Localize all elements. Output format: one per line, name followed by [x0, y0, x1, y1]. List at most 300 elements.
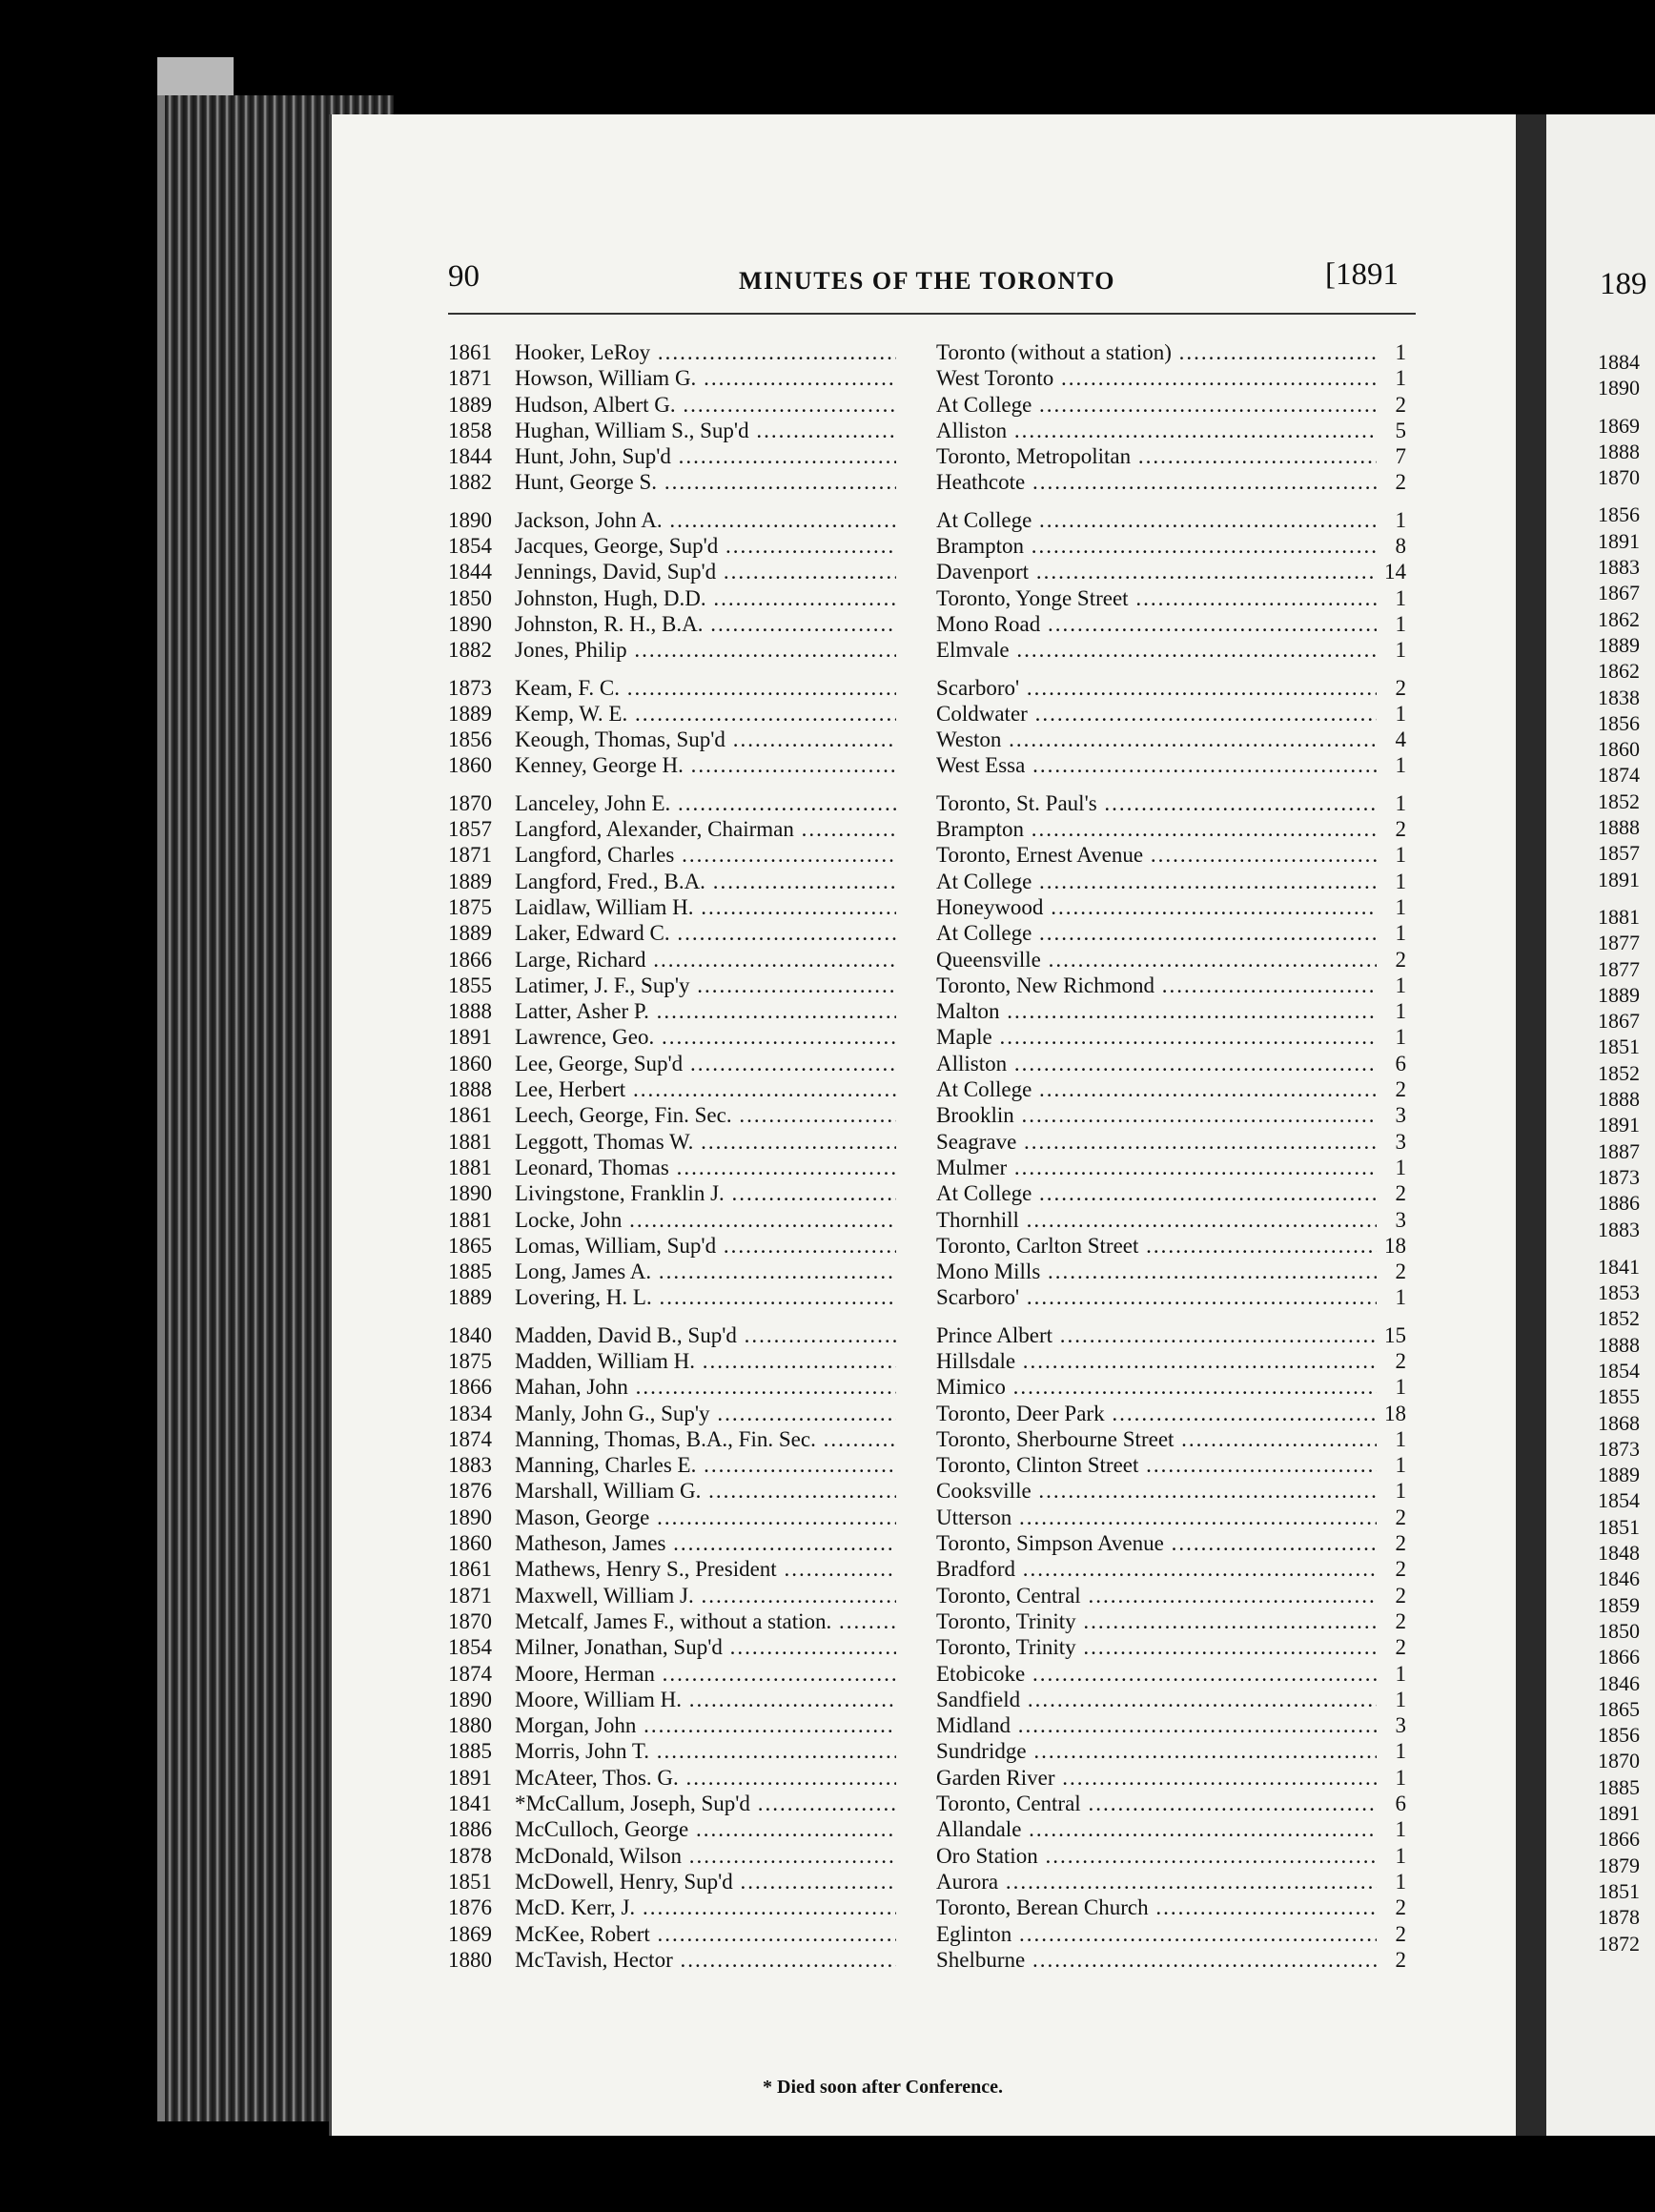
- entry-years-count: 1: [1395, 638, 1406, 663]
- list-item: [448, 1051, 1406, 1076]
- entry-name: Johnston, Hugh, D.D. .....: [515, 585, 896, 611]
- next-page-year: 1889: [1598, 1463, 1640, 1487]
- entry-year: 1881: [448, 1129, 492, 1154]
- next-page-year: 1852: [1598, 1306, 1640, 1331]
- next-page-year: 1881: [1598, 904, 1640, 929]
- entry-years-count: 14: [1384, 560, 1406, 584]
- ministers-list: [448, 339, 1406, 1973]
- list-item: [448, 1207, 1406, 1233]
- list-item: [448, 1661, 1406, 1687]
- entry-years-count: 1: [1395, 753, 1406, 778]
- entry-year: 1890: [448, 1181, 492, 1206]
- entry-years-count: 1: [1395, 973, 1406, 997]
- entry-years-count: 6: [1395, 1792, 1406, 1816]
- entry-year: 1881: [448, 1207, 492, 1232]
- entry-year: 1888: [448, 1077, 492, 1102]
- entry-year: 1857: [448, 817, 492, 842]
- list-item: [448, 1076, 1406, 1102]
- entry-years-count: 1: [1395, 1453, 1406, 1478]
- list-item: [448, 1816, 1406, 1842]
- entry-year: 1861: [448, 1103, 492, 1128]
- next-page-year: 1873: [1598, 1436, 1640, 1461]
- entry-year: 1851: [448, 1869, 492, 1894]
- entry-station: At College .....: [936, 507, 1377, 533]
- entry-station: Scarboro' .....: [936, 1284, 1377, 1310]
- entry-years-count: 1: [1395, 843, 1406, 868]
- entry-name: Morris, John T. .....: [515, 1738, 896, 1764]
- entry-year: 1850: [448, 585, 492, 610]
- entry-station: Toronto, Central .....: [936, 1583, 1377, 1608]
- entry-name: Madden, William H. .....: [515, 1348, 896, 1374]
- entry-station: Coldwater .....: [936, 701, 1377, 727]
- entry-name: McAteer, Thos. G. .....: [515, 1765, 896, 1791]
- entry-year: 1890: [448, 1505, 492, 1529]
- entry-station: Toronto, Sherbourne Street .....: [936, 1426, 1377, 1452]
- entry-year: 1882: [448, 470, 492, 495]
- entry-station: At College .....: [936, 1076, 1377, 1102]
- next-page-year: 1852: [1598, 789, 1640, 813]
- entry-years-count: 1: [1395, 1426, 1406, 1451]
- next-page-year: 1860: [1598, 737, 1640, 762]
- entry-years-count: 15: [1384, 1322, 1406, 1347]
- list-item: [448, 1374, 1406, 1400]
- entry-years-count: 1: [1395, 1155, 1406, 1179]
- list-item: [448, 869, 1406, 894]
- list-item: [448, 1348, 1406, 1374]
- entry-name: Jones, Philip .....: [515, 637, 896, 663]
- entry-year: 1883: [448, 1453, 492, 1478]
- entry-station: Maple .....: [936, 1024, 1377, 1050]
- next-page-year: 1891: [1598, 1113, 1640, 1137]
- entry-year: 1874: [448, 1426, 492, 1451]
- footnote: * Died soon after Conference.: [763, 2077, 1003, 2098]
- list-item: [448, 920, 1406, 946]
- entry-year: 1875: [448, 894, 492, 919]
- entry-station: Hillsdale .....: [936, 1348, 1377, 1374]
- entry-year: 1844: [448, 444, 492, 469]
- list-item: [448, 973, 1406, 998]
- entry-name: Howson, William G. .....: [515, 365, 896, 391]
- entry-year: 1889: [448, 392, 492, 417]
- list-item: [448, 469, 1406, 495]
- next-page-year: 1878: [1598, 1905, 1640, 1930]
- entry-station: Mono Mills .....: [936, 1259, 1377, 1284]
- next-page-year: 1862: [1598, 659, 1640, 684]
- list-item: [448, 1556, 1406, 1582]
- list-item: [448, 1426, 1406, 1452]
- next-page-year: 1866: [1598, 1827, 1640, 1852]
- entry-years-count: 8: [1395, 534, 1406, 559]
- entry-years-count: 18: [1384, 1401, 1406, 1425]
- entry-year: 1891: [448, 1025, 492, 1050]
- entry-years-count: 2: [1395, 817, 1406, 842]
- list-item: [448, 1478, 1406, 1504]
- entry-name: Manning, Thomas, B.A., Fin. Sec. .....: [515, 1426, 896, 1452]
- list-item: [448, 816, 1406, 842]
- next-page-year: 1838: [1598, 685, 1640, 709]
- entry-year: 1865: [448, 1233, 492, 1258]
- entry-station: Honeywood .....: [936, 894, 1377, 920]
- next-page-year: 1854: [1598, 1358, 1640, 1382]
- entry-year: 1880: [448, 1713, 492, 1738]
- entry-station: Toronto, Metropolitan .....: [936, 443, 1377, 469]
- list-item: [448, 1947, 1406, 1973]
- next-page-year: 1891: [1598, 528, 1640, 553]
- entry-station: Eglinton .....: [936, 1921, 1377, 1947]
- list-item: [448, 790, 1406, 816]
- entry-name: Lawrence, Geo. .....: [515, 1024, 896, 1050]
- list-item: [448, 675, 1406, 701]
- entry-year: 1871: [448, 1583, 492, 1608]
- entry-station: Shelburne .....: [936, 1947, 1377, 1973]
- list-item: [448, 752, 1406, 778]
- entry-year: 1855: [448, 973, 492, 997]
- entry-name: McKee, Robert .....: [515, 1921, 896, 1947]
- entry-years-count: 3: [1395, 1713, 1406, 1738]
- entry-years-count: 5: [1395, 418, 1406, 442]
- entry-station: Thornhill .....: [936, 1207, 1377, 1233]
- entry-station: Cooksville .....: [936, 1478, 1377, 1504]
- next-page-year: 1889: [1598, 632, 1640, 657]
- list-item: [448, 1233, 1406, 1259]
- entry-name: Hooker, LeRoy .....: [515, 339, 896, 365]
- entry-name: Manning, Charles E. .....: [515, 1452, 896, 1478]
- entry-years-count: 2: [1395, 1557, 1406, 1582]
- list-item: [448, 1712, 1406, 1738]
- entry-years-count: 1: [1395, 701, 1406, 726]
- list-item: [448, 1024, 1406, 1050]
- entry-station: Heathcote .....: [936, 469, 1377, 495]
- entry-name: Manly, John G., Sup'y .....: [515, 1401, 896, 1426]
- next-page-year: 1888: [1598, 439, 1640, 463]
- next-page-year: 1888: [1598, 1087, 1640, 1112]
- entry-year: 1876: [448, 1479, 492, 1504]
- next-page-year: 1856: [1598, 710, 1640, 735]
- entry-station: West Toronto .....: [936, 365, 1377, 391]
- entry-name: Large, Richard .....: [515, 947, 896, 973]
- entry-station: Davenport .....: [936, 559, 1377, 584]
- page-year: [1891: [1325, 257, 1399, 292]
- entry-station: Etobicoke .....: [936, 1661, 1377, 1687]
- entry-name: Long, James A. .....: [515, 1259, 896, 1284]
- entry-years-count: 1: [1395, 894, 1406, 919]
- entry-years-count: 1: [1395, 1479, 1406, 1504]
- entry-name: Johnston, R. H., B.A. .....: [515, 611, 896, 637]
- entry-name: Jennings, David, Sup'd .....: [515, 559, 896, 584]
- page-number: 90: [448, 259, 480, 294]
- list-item: [448, 1259, 1406, 1284]
- entry-years-count: 1: [1395, 585, 1406, 610]
- next-page-year: 1857: [1598, 841, 1640, 866]
- next-page-year: 1887: [1598, 1138, 1640, 1163]
- entry-name: Laker, Edward C. .....: [515, 920, 896, 946]
- next-page-year: 1877: [1598, 931, 1640, 955]
- entry-station: Brampton .....: [936, 816, 1377, 842]
- list-item: [448, 392, 1406, 418]
- entry-year: 1890: [448, 507, 492, 532]
- header-rule: [448, 313, 1416, 315]
- entry-years-count: 1: [1395, 1739, 1406, 1764]
- entry-name: Leonard, Thomas .....: [515, 1155, 896, 1180]
- next-page-year: 1885: [1598, 1774, 1640, 1799]
- entry-year: 1874: [448, 1661, 492, 1686]
- list-item: [448, 1687, 1406, 1712]
- entry-station: Oro Station .....: [936, 1843, 1377, 1869]
- entry-name: McD. Kerr, J. .....: [515, 1895, 896, 1920]
- entry-year: 1890: [448, 1687, 492, 1711]
- entry-year: 1871: [448, 366, 492, 391]
- list-item: [448, 998, 1406, 1024]
- next-page-year: 1890: [1598, 376, 1640, 400]
- next-page-year: 1866: [1598, 1645, 1640, 1669]
- entry-year: 1875: [448, 1348, 492, 1373]
- entry-name: Jacques, George, Sup'd .....: [515, 533, 896, 559]
- entry-station: At College .....: [936, 1180, 1377, 1206]
- entry-name: Hughan, William S., Sup'd .....: [515, 418, 896, 443]
- entry-years-count: 1: [1395, 366, 1406, 391]
- entry-year: 1885: [448, 1260, 492, 1284]
- next-page-year: 1877: [1598, 956, 1640, 981]
- entry-station: Allandale .....: [936, 1816, 1377, 1842]
- entry-station: Sandfield .....: [936, 1687, 1377, 1712]
- next-page-year: 1883: [1598, 1217, 1640, 1241]
- entry-year: 1881: [448, 1155, 492, 1179]
- next-page-year: 1846: [1598, 1670, 1640, 1695]
- entry-station: Seagrave .....: [936, 1129, 1377, 1155]
- entry-year: 1890: [448, 611, 492, 636]
- entry-name: Leech, George, Fin. Sec. .....: [515, 1102, 896, 1128]
- entry-name: Langford, Charles .....: [515, 842, 896, 868]
- next-page-year: 1872: [1598, 1931, 1640, 1956]
- entry-years-count: 6: [1395, 1051, 1406, 1075]
- list-item: [448, 1765, 1406, 1791]
- entry-station: Malton .....: [936, 998, 1377, 1024]
- next-page-year: 1865: [1598, 1696, 1640, 1721]
- entry-station: Brampton .....: [936, 533, 1377, 559]
- entry-year: 1854: [448, 534, 492, 559]
- entry-year: 1889: [448, 921, 492, 946]
- list-item: [448, 1129, 1406, 1155]
- entry-station: Toronto, Berean Church .....: [936, 1895, 1377, 1920]
- entry-name: Metcalf, James F., without a station. .....: [515, 1608, 896, 1634]
- next-page-year: 1867: [1598, 581, 1640, 605]
- entry-years-count: 2: [1395, 470, 1406, 495]
- entry-station: Aurora .....: [936, 1869, 1377, 1895]
- entry-name: Keam, F. C. .....: [515, 675, 896, 701]
- next-page-year: 1870: [1598, 1749, 1640, 1773]
- entry-station: Toronto, Clinton Street .....: [936, 1452, 1377, 1478]
- entry-years-count: 1: [1395, 790, 1406, 815]
- entry-years-count: 1: [1395, 1817, 1406, 1842]
- list-item: [448, 1155, 1406, 1180]
- entry-station: Toronto, Trinity .....: [936, 1608, 1377, 1634]
- entry-station: Toronto, Trinity .....: [936, 1634, 1377, 1660]
- entry-year: 1891: [448, 1765, 492, 1790]
- list-item: [448, 339, 1406, 365]
- entry-name: Langford, Fred., B.A. .....: [515, 869, 896, 894]
- entry-years-count: 2: [1395, 1583, 1406, 1608]
- entry-years-count: 1: [1395, 1025, 1406, 1050]
- entry-year: 1876: [448, 1895, 492, 1920]
- entry-name: McDonald, Wilson .....: [515, 1843, 896, 1869]
- next-page-year: 1888: [1598, 1332, 1640, 1357]
- list-item: [448, 1583, 1406, 1608]
- entry-name: McDowell, Henry, Sup'd .....: [515, 1869, 896, 1895]
- next-page-year: 1891: [1598, 867, 1640, 891]
- list-item: [448, 842, 1406, 868]
- list-item: [448, 1530, 1406, 1556]
- list-item: [448, 418, 1406, 443]
- entry-year: 1873: [448, 675, 492, 700]
- entry-year: 1860: [448, 1531, 492, 1556]
- entry-name: Mahan, John .....: [515, 1374, 896, 1400]
- entry-station: Toronto, Carlton Street .....: [936, 1233, 1377, 1259]
- entry-years-count: 1: [1395, 1375, 1406, 1400]
- next-page-year: 1841: [1598, 1254, 1640, 1279]
- list-item: [448, 1401, 1406, 1426]
- entry-station: Toronto, St. Paul's .....: [936, 790, 1377, 816]
- next-page-year: 1856: [1598, 502, 1640, 527]
- next-page-year: 1869: [1598, 413, 1640, 438]
- list-item: [448, 507, 1406, 533]
- entry-year: 1844: [448, 560, 492, 584]
- next-page-year: 1891: [1598, 1801, 1640, 1826]
- entry-station: West Essa .....: [936, 752, 1377, 778]
- list-item: [448, 727, 1406, 752]
- entry-year: 1885: [448, 1739, 492, 1764]
- next-page-years: [1598, 349, 1640, 1956]
- entry-year: 1889: [448, 701, 492, 726]
- entry-station: Midland .....: [936, 1712, 1377, 1738]
- next-page-year: 1862: [1598, 606, 1640, 631]
- entry-year: 1880: [448, 1947, 492, 1972]
- list-item: [448, 1634, 1406, 1660]
- entry-name: Livingstone, Franklin J. .....: [515, 1180, 896, 1206]
- next-page-year: 1867: [1598, 1009, 1640, 1034]
- entry-years-count: 2: [1395, 1635, 1406, 1660]
- next-page-year: 1889: [1598, 982, 1640, 1007]
- next-page-year: 1884: [1598, 350, 1640, 374]
- entry-year: 1856: [448, 727, 492, 752]
- next-page-year: 1851: [1598, 1514, 1640, 1539]
- entry-name: *McCallum, Joseph, Sup'd .....: [515, 1791, 896, 1816]
- entry-years-count: 1: [1395, 869, 1406, 893]
- entry-name: Locke, John .....: [515, 1207, 896, 1233]
- entry-station: Queensville .....: [936, 947, 1377, 973]
- entry-station: Elmvale .....: [936, 637, 1377, 663]
- entry-station: At College .....: [936, 869, 1377, 894]
- next-page-year: 1853: [1598, 1280, 1640, 1305]
- entry-years-count: 1: [1395, 1843, 1406, 1868]
- entry-name: Kenney, George H. .....: [515, 752, 896, 778]
- list-item: [448, 701, 1406, 727]
- entry-station: Weston .....: [936, 727, 1377, 752]
- next-page-year: 1879: [1598, 1853, 1640, 1877]
- entry-year: 1889: [448, 1285, 492, 1310]
- next-page-year: 1851: [1598, 1878, 1640, 1903]
- entry-years-count: 3: [1395, 1129, 1406, 1154]
- entry-years-count: 2: [1395, 1505, 1406, 1529]
- list-item: [448, 637, 1406, 663]
- entry-years-count: 2: [1395, 1608, 1406, 1633]
- entry-years-count: 2: [1395, 1077, 1406, 1102]
- entry-name: Kemp, W. E. .....: [515, 701, 896, 727]
- entry-station: Toronto, New Richmond .....: [936, 973, 1377, 998]
- list-item: [448, 1869, 1406, 1895]
- entry-year: 1841: [448, 1792, 492, 1816]
- entry-year: 1878: [448, 1843, 492, 1868]
- entry-years-count: 2: [1395, 1348, 1406, 1373]
- list-item: [448, 1608, 1406, 1634]
- entry-station: Sundridge .....: [936, 1738, 1377, 1764]
- entry-name: Mason, George .....: [515, 1505, 896, 1530]
- entry-name: Milner, Jonathan, Sup'd .....: [515, 1634, 896, 1660]
- entry-years-count: 18: [1384, 1233, 1406, 1258]
- entry-station: Toronto, Simpson Avenue .....: [936, 1530, 1377, 1556]
- page-title: MINUTES OF THE TORONTO: [739, 267, 1115, 295]
- entry-name: McTavish, Hector .....: [515, 1947, 896, 1973]
- entry-years-count: 3: [1395, 1207, 1406, 1232]
- list-item: [448, 1102, 1406, 1128]
- book-gutter: [1516, 114, 1546, 2136]
- entry-years-count: 2: [1395, 1895, 1406, 1920]
- entry-year: 1834: [448, 1401, 492, 1425]
- list-item: [448, 611, 1406, 637]
- entry-years-count: 2: [1395, 947, 1406, 972]
- next-page-header: 189: [1600, 267, 1647, 301]
- entry-years-count: 1: [1395, 340, 1406, 364]
- entry-name: Lee, George, Sup'd .....: [515, 1051, 896, 1076]
- entry-name: Latimer, J. F., Sup'y .....: [515, 973, 896, 998]
- next-page-year: 1873: [1598, 1164, 1640, 1189]
- list-item: [448, 1895, 1406, 1920]
- entry-station: Prince Albert .....: [936, 1322, 1377, 1348]
- entry-years-count: 2: [1395, 1181, 1406, 1206]
- entry-station: Alliston .....: [936, 1051, 1377, 1076]
- entry-years-count: 2: [1395, 1947, 1406, 1972]
- entry-name: Moore, William H. .....: [515, 1687, 896, 1712]
- entry-years-count: 1: [1395, 1869, 1406, 1894]
- entry-year: 1870: [448, 1608, 492, 1633]
- list-item: [448, 533, 1406, 559]
- entry-name: Latter, Asher P. .....: [515, 998, 896, 1024]
- next-page-year: 1856: [1598, 1723, 1640, 1748]
- entry-name: Lee, Herbert .....: [515, 1076, 896, 1102]
- entry-name: Leggott, Thomas W. .....: [515, 1129, 896, 1155]
- list-item: [448, 1843, 1406, 1869]
- entry-years-count: 1: [1395, 921, 1406, 946]
- entry-year: 1882: [448, 638, 492, 663]
- list-item: [448, 947, 1406, 973]
- entry-years-count: 7: [1395, 444, 1406, 469]
- entry-years-count: 2: [1395, 675, 1406, 700]
- entry-station: Mimico .....: [936, 1374, 1377, 1400]
- list-item: [448, 365, 1406, 391]
- entry-name: Lovering, H. L. .....: [515, 1284, 896, 1310]
- entry-year: 1888: [448, 999, 492, 1024]
- entry-year: 1858: [448, 418, 492, 442]
- entry-name: Mathews, Henry S., President .....: [515, 1556, 896, 1582]
- entry-station: At College .....: [936, 920, 1377, 946]
- entry-year: 1871: [448, 843, 492, 868]
- entry-years-count: 3: [1395, 1103, 1406, 1128]
- entry-station: Toronto, Ernest Avenue .....: [936, 842, 1377, 868]
- entry-years-count: 1: [1395, 1687, 1406, 1711]
- list-item: [448, 1322, 1406, 1348]
- next-page-year: 1855: [1598, 1384, 1640, 1409]
- next-page-year: 1888: [1598, 815, 1640, 840]
- next-page-year: 1850: [1598, 1618, 1640, 1643]
